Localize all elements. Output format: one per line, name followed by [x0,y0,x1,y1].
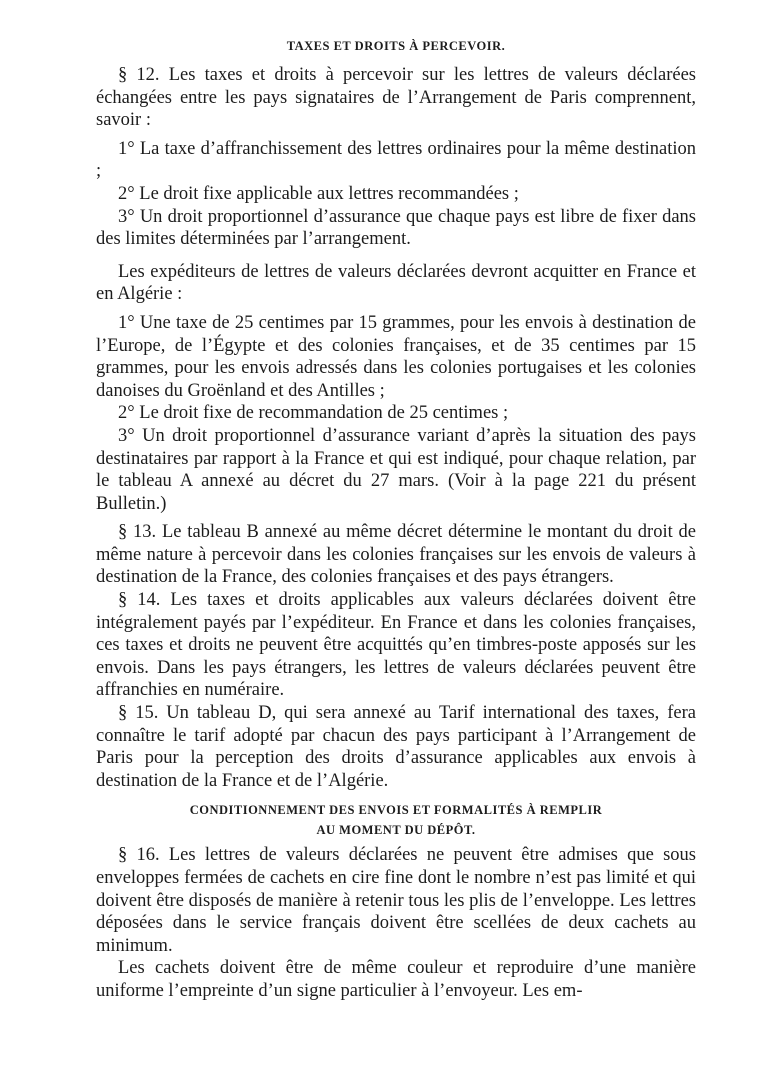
paragraph-expediteurs-item-2: 2° Le droit fixe de recommandation de 25 centimes ; [118,403,509,424]
section-heading-conditionnement-line-2: AU MOMENT DU DÉPÔT. [316,823,476,838]
paragraph-14: § 14. Les taxes et droits applicables aux valeurs déclarées doivent être intégralement payés par l’expéditeur. En France et dans les colonies françaises, ces taxes et droits ne peuvent être acquittés qu’en timbres-poste apposés sur les envois. Dans les pays étrangers, les lettres de valeurs déclarées peuvent être affranchies en numéraire. [96,590,696,701]
paragraph-15: § 15. Un tableau D, qui sera annexé au Tarif international des taxes, fera connaître le tarif adopté par chacun des pays participant à l’Arrangement de Paris pour la perception des droits d’assurance applicables aux envois à destination de la France et de l’Algérie. [96,703,696,791]
paragraph-12: § 12. Les taxes et droits à percevoir sur les lettres de valeurs déclarées échangées entre les pays signataires de l’Arrangement de Paris comprennent, savoir : [96,65,696,131]
document-page [96,36,696,1003]
paragraph-16: § 16. Les lettres de valeurs déclarées ne peuvent être admises que sous enveloppes fermées de cachets en cire fine dont le nombre n’est pas limité et qui doivent être disposés de manière à retenir tous les plis de l’enveloppe. Les lettres déposées dans le service français doivent être scellées de deux cachets au minimum. [96,845,696,956]
paragraph-12-item-1: 1° La taxe d’affranchissement des lettres ordinaires pour la même destination ; [96,138,696,182]
section-heading-conditionnement-line-1: CONDITIONNEMENT DES ENVOIS ET FORMALITÉS À REMPLIR [189,803,603,818]
section-heading-taxes: TAXES ET DROITS À PERCEVOIR. [286,39,506,53]
paragraph-expediteurs: Les expéditeurs de lettres de valeurs déclarées devront acquitter en France et en Algérie : [96,261,696,305]
paragraph-expediteurs-item-1: 1° Une taxe de 25 centimes par 15 grammes, pour les envois à destination de l’Europe, de l’Égypte et des colonies françaises, et de 35 centimes par 15 grammes, pour les envois adressés dans les colonies portugaises et les colonies danoises du Groënland et des Antilles ; [96,312,696,401]
section-heading-conditionnement [96,800,696,840]
paragraph-13: § 13. Le tableau B annexé au même décret détermine le montant du droit de même nature à percevoir dans les colonies françaises sur les envois de valeurs à destination de la France, des colonies françaises et des pays étrangers. [96,522,696,588]
paragraph-12-item-2: 2° Le droit fixe applicable aux lettres recommandées ; [118,183,519,204]
paragraph-expediteurs-item-3: 3° Un droit proportionnel d’assurance variant d’après la situation des pays destinataires par rapport à la France et qui est indiqué, pour chaque relation, par le tableau A annexé au décret du 27 mars. (Voir à la page 221 du présent Bulletin.) [96,425,696,514]
paragraph-12-item-3: 3° Un droit proportionnel d’assurance que chaque pays est libre de fixer dans des limites déterminées par l’arrangement. [96,206,696,250]
paragraph-cachets: Les cachets doivent être de même couleur et reproduire d’une manière uniforme l’empreinte d’un signe particulier à l’envoyeur. Les em- [96,958,696,1001]
